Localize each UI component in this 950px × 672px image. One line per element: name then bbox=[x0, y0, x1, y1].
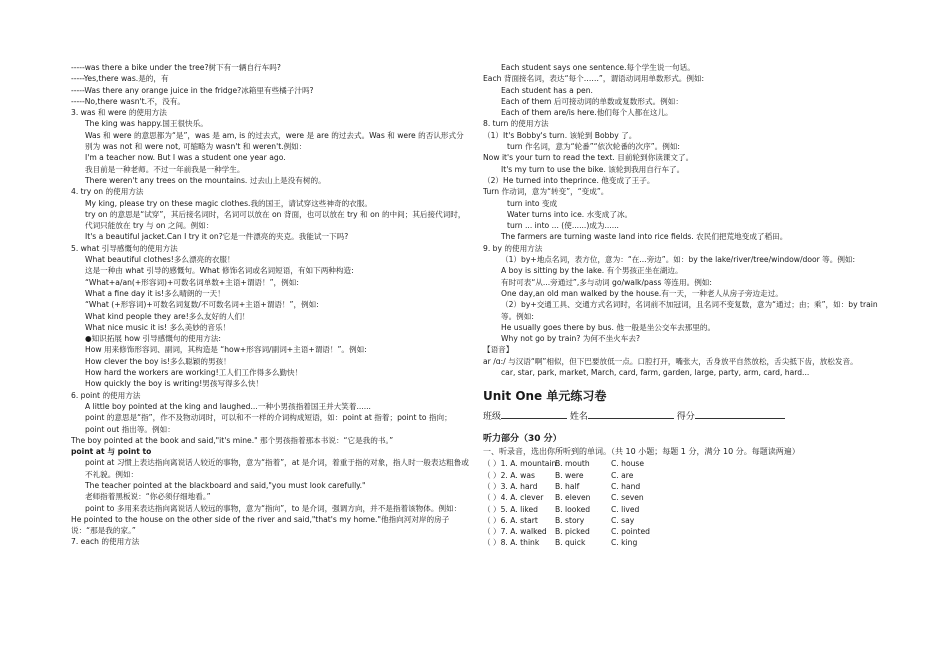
text-line: One day,an old man walked by the house.有一天，一种老人从房子旁边走过。 bbox=[501, 288, 783, 298]
class-label: 班级 bbox=[483, 412, 502, 423]
text-line: 我目前是一种老师。不过一年前我是一种学生。 bbox=[85, 164, 245, 174]
question-option-a: （ ）8. A. think bbox=[483, 538, 540, 548]
text-line: -----was there a bike under the tree?树下有一辆自行车吗? bbox=[71, 63, 281, 72]
text-line: It's my turn to use the bike. 该轮到我用自行车了。 bbox=[501, 164, 685, 174]
question-option-a: （ ）3. A. hard bbox=[483, 481, 538, 491]
text-line: turn into 变成 bbox=[507, 198, 558, 208]
text-line: point at 习惯上表达指向离说话人较近的事物，意为“指着”，at 是介词，着重于指的对象，指人时一般表达粗鲁或不礼貌。例如： bbox=[85, 458, 469, 479]
text-line: Each 背面接名词，表达“每个……”，谓语动词用单数形式。例如: bbox=[483, 74, 705, 84]
question-option-c: C. pointed bbox=[611, 527, 650, 537]
text-line: Each student says one sentence.每个学生说一句话。 bbox=[501, 63, 695, 72]
text-line: 4. try on 的使用方法 bbox=[71, 187, 144, 197]
listening-title: 听力部分（30 分） bbox=[483, 434, 562, 445]
text-line: try on 的意思是“试穿”，其后接名词时，名词可以放在 on 背面，也可以放在 try 和 on 的中间；其后接代词时，代词只能放在 try 与 on 之间。例如： bbox=[85, 209, 466, 231]
right-notes bbox=[483, 62, 883, 378]
question-row bbox=[483, 515, 883, 526]
question-option-b: B. quick bbox=[555, 538, 586, 548]
text-line: -----Yes,there was.是的，有 bbox=[71, 74, 169, 84]
question-option-c: C. lived bbox=[611, 504, 640, 514]
question-row bbox=[483, 537, 883, 548]
text-line: 这是一种由 what 引导的感慨句。What 修饰名词或名词短语，有如下两种构造: bbox=[85, 266, 354, 276]
text-line: point at 与 point to bbox=[71, 447, 152, 457]
text-line: How hard the workers are working!工人们工作得多么勤快！ bbox=[85, 368, 303, 378]
question-option-a: （ ）2. A. was bbox=[483, 470, 535, 480]
question-option-b: B. looked bbox=[555, 504, 591, 514]
text-line: （2）by+交通工具、交通方式名词时，名词前不加冠词，且名词不变复数，意为“通过；由；乘”，如：by train 等。例如: bbox=[501, 300, 878, 321]
text-line: 有时可表“从...旁通过”,多与动词 go/walk/pass 等连用。例如: bbox=[501, 277, 712, 287]
text-line: turn ... into ... (使......)成为...... bbox=[507, 221, 619, 231]
question-option-a: （ ）1. A. mountain bbox=[483, 459, 557, 469]
text-line: The king was happy.国王很快乐。 bbox=[85, 119, 208, 129]
question-option-b: B. mouth bbox=[555, 459, 590, 469]
text-line: Why not go by train? 为何不坐火车去? bbox=[501, 334, 640, 344]
text-line: The teacher pointed at the blackboard and said,"you must look carefully." bbox=[85, 480, 366, 490]
text-line: （1）by+地点名词，表方位，意为：“在...旁边”。如：by the lake/river/tree/window/door 等。例如: bbox=[501, 255, 856, 265]
text-line: What kind people they are!多么友好的人们！ bbox=[85, 311, 250, 321]
text-line: turn 作名词，意为“轮番”“依次轮番的次序”。例如: bbox=[507, 142, 680, 152]
text-line: “What+a/an(+形容词)+可数名词单数+主语+谓语！”，例如: bbox=[85, 277, 299, 287]
text-line: It's a beautiful jacket.Can I try it on?它是一件漂亮的夹克。我能试一下吗? bbox=[85, 232, 349, 242]
text-line: -----Was there any orange juice in the fridge?冰箱里有些橘子汁吗? bbox=[71, 85, 314, 95]
text-line: How 用来修饰形容词、副词，其构造是 “how+形容词/副词+主语+谓语！”。例如: bbox=[85, 345, 367, 355]
question-option-a: （ ）5. A. liked bbox=[483, 504, 538, 514]
text-line: 9. by 的使用方法 bbox=[483, 243, 543, 253]
question-row bbox=[483, 470, 883, 481]
question-row bbox=[483, 492, 883, 503]
text-line: Each of them are/is here.他们每个人都在这儿。 bbox=[501, 108, 673, 118]
student-info-row bbox=[483, 409, 883, 424]
name-label: 姓名 bbox=[569, 412, 588, 423]
text-line: 5. what 引导感慨句的使用方法 bbox=[71, 243, 178, 253]
text-line: A boy is sitting by the lake. 有个男孩正坐在湖边。 bbox=[501, 266, 683, 276]
text-line: The farmers are turning waste land into rice fields. 农民们把荒地变成了稻田。 bbox=[501, 232, 788, 242]
question-list bbox=[483, 458, 883, 548]
question-option-c: C. say bbox=[611, 515, 635, 525]
text-line: ●知识拓展 how 引导感慨句的使用方法: bbox=[85, 334, 221, 344]
question-option-c: C. hand bbox=[611, 481, 641, 491]
question-option-b: B. picked bbox=[555, 527, 590, 537]
question-option-b: B. half bbox=[555, 481, 580, 491]
text-line: Now it's your turn to read the text. 目前轮到你读课文了。 bbox=[483, 153, 694, 163]
left-column bbox=[71, 62, 469, 548]
text-line: The boy pointed at the book and said,"it's mine." 那个男孩指着那本书说：“它是我的书。” bbox=[71, 435, 394, 445]
text-line: 【语音】 bbox=[483, 345, 514, 355]
text-line: What a fine day it is!多么晴朗的一天！ bbox=[85, 288, 225, 298]
question-row bbox=[483, 458, 883, 469]
text-line: He usually goes there by bus. 他一般是坐公交车去那里的。 bbox=[501, 322, 716, 332]
text-line: point 的意思是“指”，作不及物动词时，可以和不一样的介词构成短语，如：point at 指着；point to 指向；point out 指出等。例如： bbox=[85, 413, 452, 434]
question-option-a: （ ）7. A. walked bbox=[483, 527, 547, 537]
text-line: My king, please try on these magic clothes.我的国王，请试穿这些神奇的衣服。 bbox=[85, 198, 372, 208]
question-option-a: （ ）4. A. clever bbox=[483, 493, 544, 503]
text-line: How quickly the boy is writing!男孩写得多么快！ bbox=[85, 379, 263, 389]
text-line: point to 多用来表达指向离说话人较远的事物，意为“指向”，to 是介词，强调方向，并不是指着该物体。例如： bbox=[85, 503, 462, 513]
text-line: What nice music it is! 多么美妙的音乐！ bbox=[85, 322, 231, 332]
text-line: -----No,there wasn't.不，没有。 bbox=[71, 96, 186, 106]
question-option-c: C. king bbox=[611, 538, 638, 548]
text-line: 3. was 和 were 的使用方法 bbox=[71, 108, 167, 118]
question-row bbox=[483, 504, 883, 515]
listening-instruction: 一、听录音，选出你所听到的单词。（共 10 小题；每题 1 分，满分 10 分。每题读两遍） bbox=[483, 447, 800, 457]
question-option-b: B. story bbox=[555, 515, 585, 525]
text-line: Was 和 were 的意思都为“是”，was 是 am, is 的过去式，were 是 are 的过去式。Was 和 were 的否认形式分别为 was not 和 were not, 可缩略为 wasn't 和 weren't.例如： bbox=[85, 130, 464, 152]
text-line: How clever the boy is!多么聪颖的男孩！ bbox=[85, 356, 231, 366]
text-line: （1）It's Bobby's turn. 该轮到 Bobby 了。 bbox=[483, 130, 637, 140]
text-line: There weren't any trees on the mountains. 过去山上是没有树的。 bbox=[85, 175, 326, 185]
class-field[interactable] bbox=[501, 409, 567, 419]
question-option-c: C. house bbox=[611, 459, 645, 469]
text-line: A little boy pointed at the king and laughed...一种小男孩指着国王并大笑着...... bbox=[85, 401, 371, 411]
text-line: “What (+形容词)+可数名词复数/不可数名词+主语+谓语！”，例如: bbox=[85, 300, 319, 310]
text-line: 6. point 的使用方法 bbox=[71, 390, 141, 400]
question-option-b: B. eleven bbox=[555, 493, 591, 503]
score-label: 得分 bbox=[676, 412, 695, 423]
text-line: ar /ɑ:/ 与汉语“啊”相似，但下巴要放低一点。口腔打开，嘴张大，舌身放平自然放松，舌尖抵下齿，放松发音。 bbox=[483, 356, 858, 366]
text-line: car, star, park, market, March, card, farm, garden, large, party, arm, card, hard... bbox=[501, 368, 810, 378]
question-option-c: C. are bbox=[611, 470, 634, 480]
text-line: （2）He turned into theprince. 他变成了王子。 bbox=[483, 175, 655, 185]
question-option-c: C. seven bbox=[611, 493, 644, 503]
text-line: What beautiful clothes!多么漂亮的衣服！ bbox=[85, 255, 235, 265]
text-line: Each of them 后可接动词的单数或复数形式。例如： bbox=[501, 96, 683, 106]
score-field[interactable] bbox=[695, 409, 785, 419]
text-line: He pointed to the house on the other side of the river and said,"that's my home."他指向河对岸的房子说：“那是我的家。” bbox=[71, 514, 450, 536]
text-line: 8. turn 的使用方法 bbox=[483, 119, 549, 129]
right-column bbox=[483, 62, 883, 549]
question-option-b: B. were bbox=[555, 470, 584, 480]
text-line: Each student has a pen. bbox=[501, 85, 593, 95]
question-option-a: （ ）6. A. start bbox=[483, 515, 538, 525]
text-line: Water turns into ice. 水变成了冰。 bbox=[507, 209, 633, 219]
name-field[interactable] bbox=[588, 409, 674, 419]
unit-title: Unit One 单元练习卷 bbox=[483, 389, 607, 404]
text-line: 老师指着黑板说：“你必须仔细地看。” bbox=[85, 492, 211, 502]
question-row bbox=[483, 526, 883, 537]
text-line: I'm a teacher now. But I was a student one year ago. bbox=[85, 153, 286, 163]
text-line: Turn 作动词，意为“转变”，“变成”。 bbox=[483, 187, 609, 197]
question-row bbox=[483, 481, 883, 492]
text-line: 7. each 的使用方法 bbox=[71, 537, 140, 547]
